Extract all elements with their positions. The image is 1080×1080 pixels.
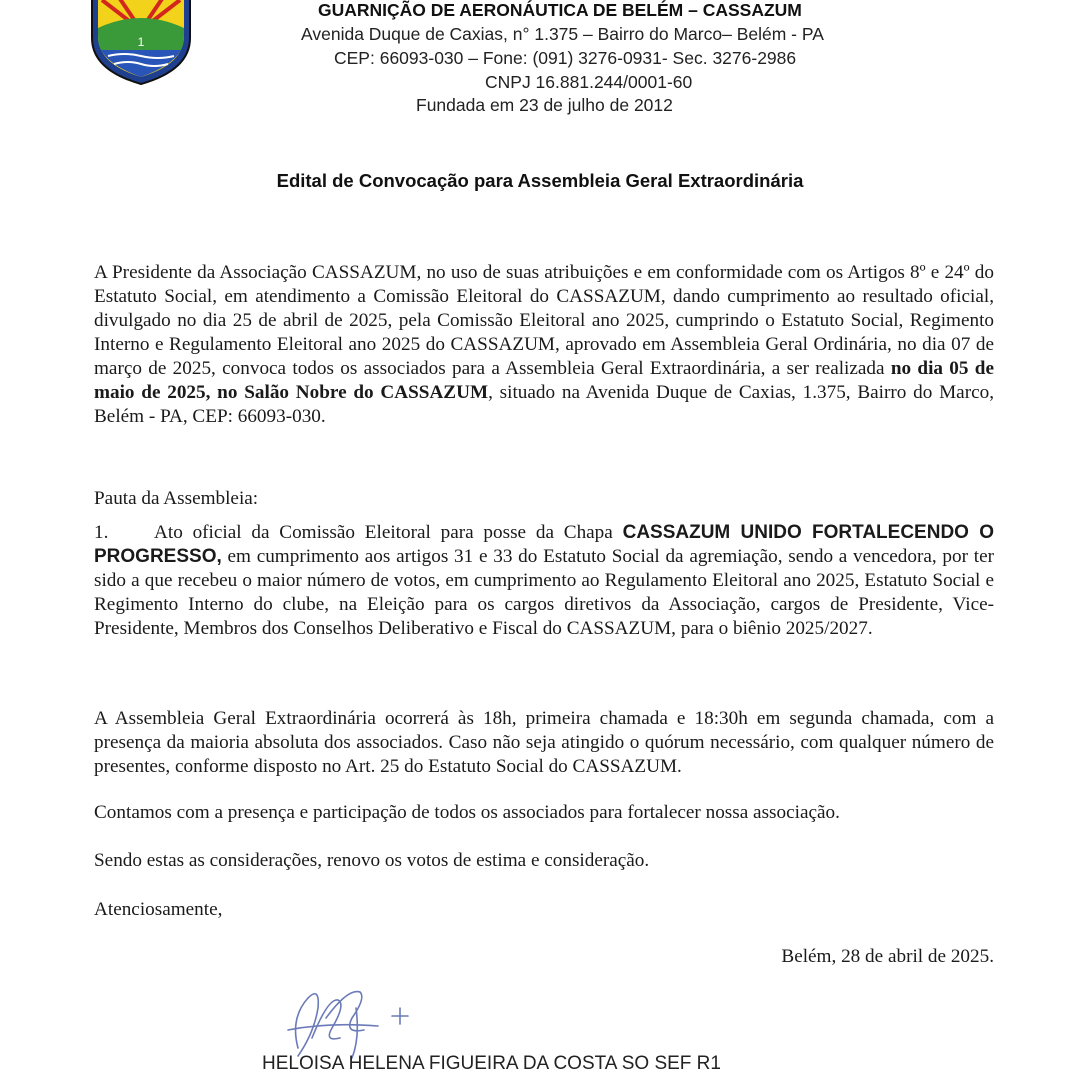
logo-number: 1 bbox=[137, 35, 145, 49]
agenda-item-number: 1. bbox=[94, 522, 109, 543]
association-logo bbox=[84, 0, 198, 86]
signer-name: HELOISA HELENA FIGUEIRA DA COSTA SO SEF R1 bbox=[262, 1053, 721, 1074]
slate-name: CASSAZUM UNIDO FORTALECENDO O PROGRESSO, bbox=[94, 522, 995, 567]
agenda-item-text: Ato oficial da Comissão Eleitoral para posse da Chapa bbox=[154, 522, 623, 543]
organization-founded: Fundada em 23 de julho de 2012 bbox=[416, 95, 673, 115]
paragraph-text: A Presidente da Associação CASSAZUM, no uso de suas atribuições e em conformidade com os Artigos 8º e 24º do Estatuto Social, em atendimento a Comissão Eleitoral do CASSAZUM, dando cumprimento ao resultado oficial, divulgado no dia 25 de abril de 2025, pela Comissão Eleitoral ano 2025, cumprindo o Estatuto Social, Regimento Interno e Regulamento Eleitoral ano 2025 do CASSAZUM, aprovado em Assembleia Geral Ordinária, no dia 07 de março de 2025, convoca todos os associados para a Assembleia Geral Extraordinária, a ser realizada bbox=[94, 262, 994, 379]
document-title: Edital de Convocação para Assembleia Geral Extraordinária bbox=[276, 170, 804, 191]
agenda-label: Pauta da Assembleia: bbox=[94, 488, 259, 509]
agenda-item-1 bbox=[94, 521, 994, 641]
organization-address: Avenida Duque de Caxias, n° 1.375 – Bairro do Marco– Belém - PA bbox=[301, 24, 824, 44]
organization-contact: CEP: 66093-030 – Fone: (091) 3276-0931- Sec. 3276-2986 bbox=[334, 48, 797, 68]
organization-cnpj: CNPJ 16.881.244/0001-60 bbox=[485, 72, 693, 92]
paragraph-considerations: Sendo estas as considerações, renovo os votos de estima e consideração. bbox=[94, 850, 650, 871]
date-line: Belém, 28 de abril de 2025. bbox=[781, 946, 994, 967]
paragraph-convocation bbox=[94, 261, 994, 429]
paragraph-text: , situado na Avenida Duque de Caxias, 1.375, Bairro do Marco, Belém - PA, CEP: 66093-030. bbox=[94, 382, 994, 427]
paragraph-bold-text: no dia 05 de maio de 2025, no Salão Nobre do CASSAZUM bbox=[94, 358, 994, 403]
closing-salutation: Atenciosamente, bbox=[94, 899, 223, 920]
paragraph-schedule: A Assembleia Geral Extraordinária ocorrerá às 18h, primeira chamada e 18:30h em segunda chamada, com a presença da maioria absoluta dos associados. Caso não seja atingido o quórum necessário, com qualquer número de presentes, conforme disposto no Art. 25 do Estatuto Social do CASSAZUM. bbox=[94, 708, 994, 777]
paragraph-participation: Contamos com a presença e participação de todos os associados para fortalecer nossa associação. bbox=[94, 802, 840, 823]
organization-name: GUARNIÇÃO DE AERONÁUTICA DE BELÉM – CASSAZUM bbox=[318, 0, 802, 20]
agenda-item-text: em cumprimento aos artigos 31 e 33 do Estatuto Social da agremiação, sendo a vencedora, por ter sido a que recebeu o maior número de votos, em cumprimento ao Regulamento Eleitoral ano 2025, Estatuto Social e Regimento Interno do clube, na Eleição para os cargos diretivos da Associação, cargos de Presidente, Vice-Presidente, Membros dos Conselhos Deliberativo e Fiscal do CASSAZUM, para o biênio 2025/2027. bbox=[94, 546, 994, 639]
